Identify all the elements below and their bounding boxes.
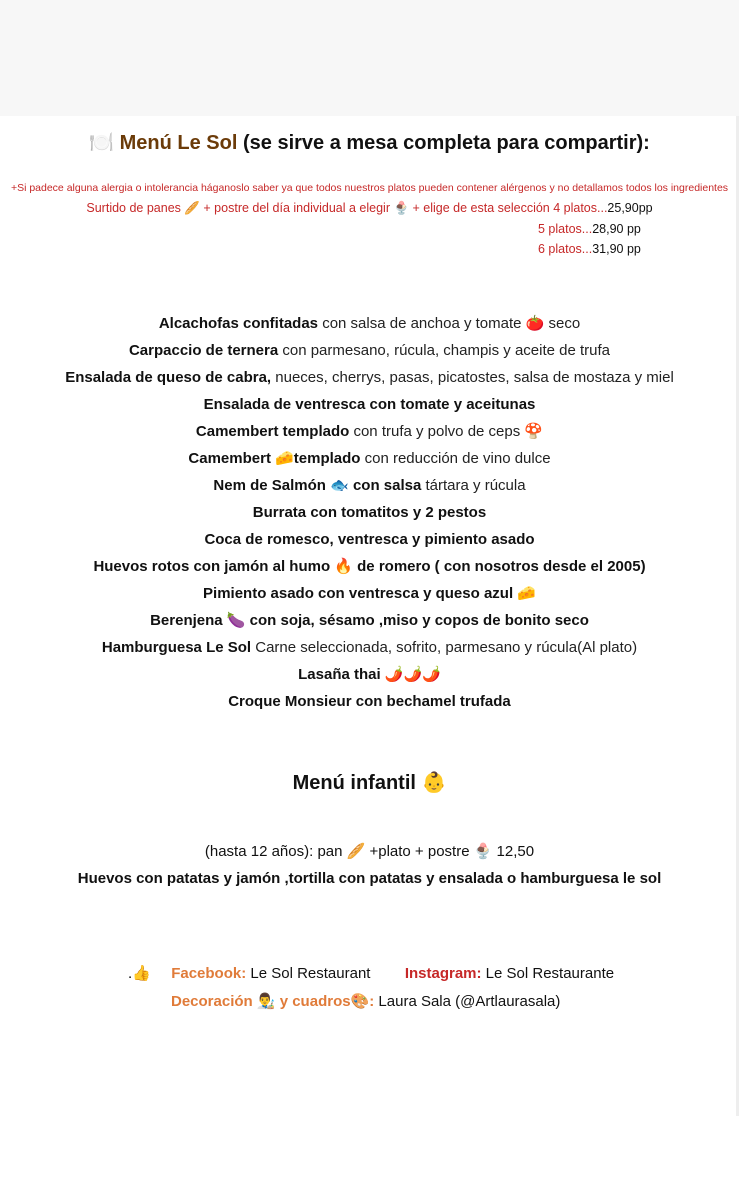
kids-menu-price-line: (hasta 12 años): pan 🥖 +plato + postre 🍨 12,50 [204, 843, 535, 860]
thumbs-up-icon: .👍 [128, 965, 151, 982]
instagram-label: Instagram: [404, 965, 482, 982]
price-line-5 [538, 222, 641, 236]
price-5-platos: 28,90 pp [592, 222, 641, 236]
brand-name: Menú Le Sol [119, 132, 238, 154]
dish-name: Camembert templado [195, 423, 350, 440]
kids-menu-title: Menú infantil 👶 [292, 772, 447, 794]
decor-artist[interactable]: Laura Sala (@Artlaurasala) [378, 993, 561, 1010]
label-6-platos: 6 platos... [538, 242, 593, 256]
dish-item [0, 310, 739, 337]
facebook-handle[interactable]: Le Sol Restaurant [250, 965, 371, 982]
plate-icon: 🍽️ [89, 132, 115, 154]
price-line-6 [538, 242, 641, 256]
dish-desc: con trufa y polvo de ceps 🍄 [349, 423, 544, 440]
dish-desc: Carne seleccionada, sofrito, parmesano y rúcula(Al plato) [251, 639, 638, 656]
dish-name: Huevos rotos con jamón al humo 🔥 de romero ( con nosotros desde el 2005) [93, 558, 646, 575]
dish-name: Alcachofas confitadas [158, 315, 319, 332]
dish-desc: nueces, cherrys, pasas, picatostes, salsa de mostaza y miel [271, 369, 674, 386]
dish-item [0, 499, 739, 526]
dish-name: Coca de romesco, ventresca y pimiento asado [204, 531, 535, 548]
label-5-platos: 5 platos... [538, 222, 593, 236]
dish-name: Croque Monsieur con bechamel trufada [228, 693, 511, 710]
dish-item [0, 634, 739, 661]
dish-item [0, 661, 739, 688]
facebook-label: Facebook: [171, 965, 247, 982]
dish-desc: con reducción de vino dulce [360, 450, 551, 467]
dish-name: Burrata con tomatitos y 2 pestos [252, 504, 487, 521]
dish-desc: con parmesano, rúcula, champis y aceite de trufa [278, 342, 611, 359]
dish-item [0, 553, 739, 580]
price-6-platos: 31,90 pp [592, 242, 641, 256]
dish-item [0, 418, 739, 445]
dish-item [0, 607, 739, 634]
dish-name: Hamburguesa Le Sol [101, 639, 252, 656]
instagram-handle[interactable]: Le Sol Restaurante [485, 965, 615, 982]
allergy-note: +Si padece alguna alergia o intolerancia háganoslo saber ya que todos nuestros platos pueden contener alérgenos y no detallamos todos los ingredientes [10, 182, 729, 194]
dish-name: Lasaña thai 🌶️🌶️🌶️ [298, 666, 441, 683]
dish-item [0, 391, 739, 418]
decor-label: Decoración 👨‍🎨 y cuadros🎨: [171, 993, 375, 1010]
kids-menu-options: Huevos con patatas y jamón ,tortilla con patatas y ensalada o hamburguesa le sol [77, 870, 662, 887]
dish-item [0, 472, 739, 499]
top-band [0, 0, 739, 116]
dish-item [0, 580, 739, 607]
dish-list [0, 310, 739, 715]
dish-item [0, 364, 739, 391]
decor-line [171, 992, 560, 1010]
dish-name: Nem de Salmón 🐟 con salsa [213, 477, 422, 494]
dish-item [0, 688, 739, 715]
dish-name: Pimiento asado con ventresca y queso azul 🧀 [203, 585, 536, 602]
price-4-platos: 25,90pp [607, 201, 653, 215]
menu-subtitle: (se sirve a mesa completa para compartir): [242, 132, 650, 154]
dish-item [0, 337, 739, 364]
dish-name: Berenjena 🍆 con soja, sésamo ,miso y copos de bonito seco [150, 612, 589, 629]
dish-name: Carpaccio de ternera [128, 342, 279, 359]
dish-desc: con salsa de anchoa y tomate 🍅 seco [318, 315, 581, 332]
dish-name: Camembert 🧀templado [188, 450, 361, 467]
bread-line [0, 201, 739, 216]
dish-name: Ensalada de ventresca con tomate y aceitunas [203, 396, 536, 413]
bread-text: Surtido de panes 🥖 + postre del día individual a elegir 🍨 + elige de esta selección 4 platos... [86, 201, 608, 215]
dish-desc: tártara y rúcula [421, 477, 526, 494]
dish-name: Ensalada de queso de cabra, [65, 369, 272, 386]
menu-title [0, 130, 739, 155]
dish-item [0, 526, 739, 553]
dish-item [0, 445, 739, 472]
social-line [128, 964, 614, 982]
